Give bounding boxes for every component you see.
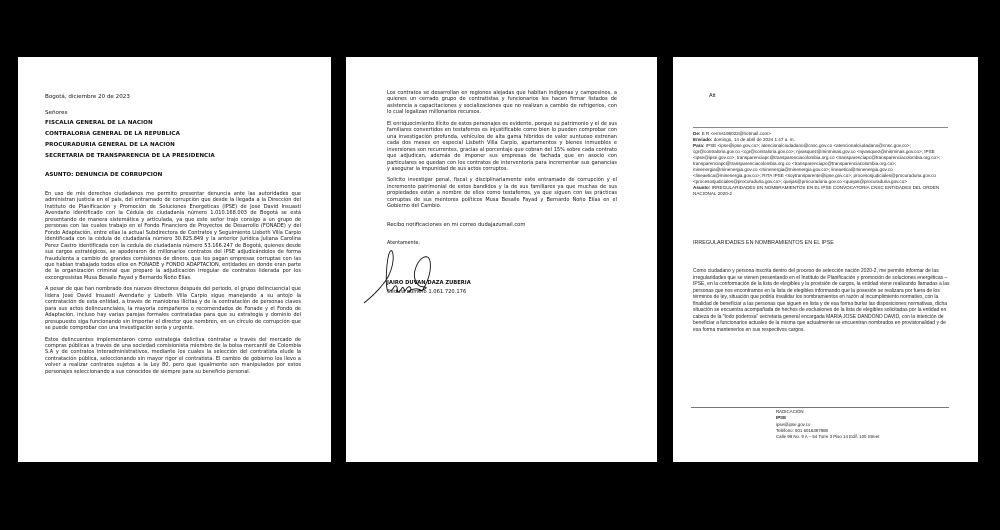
recipient: SECRETARIA DE TRANSPARENCIA DE LA PRESIDENCIA	[45, 153, 215, 159]
signer-name: JAIRO DUVAN DAZA ZUBERIA	[387, 279, 471, 286]
att-label: Att	[709, 93, 716, 99]
email-title: IRREGULARIDADES EN NOMBRAMIENTOS EN EL IPSE	[693, 240, 834, 246]
document-page-1	[18, 57, 331, 462]
letter-subject: ASUNTO: DENUNCIA DE CORRUPCION	[45, 172, 163, 178]
document-page-2	[346, 57, 657, 462]
handwritten-signature-icon	[360, 247, 460, 307]
subject-value: IRREGULARIDADES EN NOMBRAMIENTOS EN EL IPSE CONVOCATORIA CNSC ENTIDADES DEL ORDEN NACIONAL 2020-2	[693, 185, 940, 197]
email-body: Como ciudadano y persona inscrita dentro del proceso de selección nación 2020-2, me permito informar de las irregularidades que se vienen presentando en el Instituto de Planificación y promoción de soluciones energéticas – IPSE, en la conformación de la lista de elegibles y la provisión de cargos, la entidad viene realizando llamadas a las personas que nos encontramos en la lista de elegibles informando que la posesión se realizara por fuera de los términos de ley, situación que podría invalidar los nombramientos en razón al incumplimiento normativo, con la finalidad de beneficiar a las personas que siguen en lista y de esa forma burlar las disposiciones normativas, dicha situación se encuentra acompañada de hechos de exclusiones de la lista de elegibles solicitadas por la entidad en cabeza de la "todo poderosa" secretaria general encargada MARIA JOSE DANDOND DAVID, con la intención de beneficiar a funcionarios actuales de la misma que actualmente se encuentran nombrados en provisionalidad y de esa forma mantenerlos en sus respectivos cargos.	[693, 268, 950, 333]
closing: Atentamente,	[387, 240, 420, 246]
email-header	[693, 127, 948, 198]
paragraph: El enriquecimiento ilícito de estos personajes es evidente, porque su patrimonio y el de sus familiares convertidos en testaferros es injustificable como bien lo pueden comprobar con una investigación profunda, vehículos de alta gama híbridos de valor suntuoso estrenan cada dos meses en especial Lisbeth Villa Carpio, apartamentos y bienes inmuebles e inversiones son recurrentes, gracias al porcentaje que cobran del 15% sobre cada contrato que adjudican, además de imponer sus empresas de fachada que en asocio con particulares se quedan con los contratos de interventoría para incrementar sus ganancias y asegurar la impunidad de sus actos corruptos.	[387, 120, 617, 172]
from-value: E R <erms196022@hotmail.com>	[701, 131, 771, 136]
stamp-address: Calle 99 No. 9 A – 54 Torre 3 Piso 14 Edif. 100 Street	[776, 434, 880, 440]
sent-value: domingo, 14 de abril de 2024 1:47 a. m.	[713, 137, 795, 143]
letter-date: Bogotá, diciembre 20 de 2023	[45, 94, 130, 100]
stamp-org: IPSE	[776, 415, 787, 421]
recipient: FISCALIA GENERAL DE LA NACION	[45, 120, 153, 126]
signer-id: Cedula numero 1.061.720.176	[387, 288, 467, 295]
stamp-phone: Teléfono: 601 6016397888	[776, 427, 829, 433]
paragraph: Estos delincuentes implementaron como estrategia delictiva contratar a través del mercado de compras públicas a través de una sociedad comisionista miembro de la bolsa mercantil de Colombia S.A y de contratos interadministrativos, mediante los cuales la selección del contratista elude la contratación pública, seleccionando sin mayor rigor el contratista. El cambio de gobierno los llevo a volver a realizar contratos sujetos a la Ley 80, pero que igualmente son manipulados por estos personajes seleccionando a sus conocidos de siempre para su beneficio personal.	[45, 336, 301, 375]
paragraph: En uso de mis derechos ciudadanos me permito presentar denuncia ante las autoridades que administran justicia en el país, del entramado de corrupción que desde la llegada a la Dirección del Instituto de Planificación y Promoción de Soluciones Energéticas (IPSE) de José David Insuasti Avendaño identificado con la Cédula de ciudadanía número 1.010.168.003 de Bogotá se está presentando de manera sistemática y articulada, ya que este señor trajo consigo a un grupo de personas con las cuales trabajo en el Fondo Financiero de Proyectos de Desarrollo (FONADE) y del Fondo Adaptación, entre ellas la actual Subdirectora de Contratos y Seguimiento Lisbeth Villa Carpio identificada con la cédula de ciudadanía número 30.825.849 y la anterior Jurídica Juliana Carolina Perez Castro identificada con la cedula de ciudadanía número 53.166.247 de Bogotá, quienes desde sus cargos estratégicos, se apoderaron de millonarios contratos del IPSE adjudicándolos de forma fraudulenta a cambio de grandes comisiones de dinero, que les pagan empresas corruptas con las que habían trabajado todos ellos en FONADE y FONDO ADAPTACION, entidades en donde eran parte de la organización criminal que preparó la adjudicación irregular de contratos liderada por los excongresistas Musa Besaile Fayad y Bernardo Ñoño Elías.	[45, 191, 301, 281]
recipient: CONTRALORIA GENERAL DE LA REPUBLICA	[45, 131, 180, 137]
stamp-email: ipse@ipse.gov.co	[776, 421, 811, 427]
document-page-3-email	[673, 57, 978, 462]
subject-label: Asunto:	[693, 185, 711, 191]
recipient: PROCURADURIA GENERAL DE LA NACION	[45, 142, 175, 148]
radicacion-stamp	[776, 409, 879, 440]
salutation: Señores	[45, 110, 68, 116]
paragraph: Solicito investigar penal, fiscal y disciplinariamente este entramado de corrupción y el incremento patrimonial de estos bandidos y la de sus familiares ya que muchas de sus propiedades están a nombre de ellos como testaferros, ya que siguen con las prácticas corruptas de sus mentores políticos Musa Besaile Fayad y Bernardo Ñoño Elías en el Gobierno del Cambio.	[387, 177, 617, 210]
paragraph: A pesar de que han nombrado dos nuevos directores después del periodo, el grupo delincuencial que lidera José David Insuasti Avendaño y Lisbeth Villa Carpio sigue manejando a su antojo la contratación de esta entidad, a través de maniobras ilícitas y de la contratación de personas claves para sus actos delincuenciales, la mayoría compañeros o recomendados de Fonade y el Fondo de Adaptación, incluso hay varias parejas formales contratadas para que su estrategia y dominio del presupuesto siga funcionando sin importar el director que nombren, en un círculo de corrupción que se puede comprobar con una investigación seria y urgente.	[45, 286, 301, 332]
stamp-label: RADICACIÓN	[776, 409, 804, 414]
from-label: De:	[693, 131, 701, 136]
notification-line: Recibo notificaciones en mi correo dudajazumail.com	[387, 221, 526, 228]
divider	[691, 407, 949, 408]
to-value: IPSE <ipse@ipse.gov.co>; atencionalciudadano@cnsc.gov.co <atencionalciudadano@cnsc.gov.co>; cgr@contraloria.gov.co <cgr@contraloria.gov.co>; njvasquez@minminas.gov.co <njvasquez@minminas.gov.co>; IPSE <ipse@ipse.gov.co>; transparenciapc@transparenciacolombia.org.co <transparenciapc@transparenciacolombia.org.co>; transparenciapc@transparenciacolombia.org.co <transparenciapc@transparenciacolombia.org.co>; minenergia@minenergia.gov.co <minenergia@minenergia.gov.co>; lineaetica@minenergia.gov.co <lineaetica@minenergia.gov.co>; RITA IPSE <soytransparente@ipse.gov.co>; procesosjudiciales@procuraduria.gov.co <procesosjudiciales@procuraduria.gov.co>; quejas@procuraduria.gov.co <quejas@procuraduria.gov.co>	[693, 143, 941, 185]
to-label: Para:	[693, 143, 705, 149]
sent-label: Enviado:	[693, 137, 713, 143]
paragraph: Los contratos se desarrollan en regiones alejadas que habitan indígenas y campesinos, a quienes un cerrado grupo de contratistas y funcionarios les hacen firmar listados de asistencia a capacitaciones y socializaciones que no realizan a cambio de refrigerios, con lo cual legalizan millonarios recursos.	[387, 90, 617, 116]
